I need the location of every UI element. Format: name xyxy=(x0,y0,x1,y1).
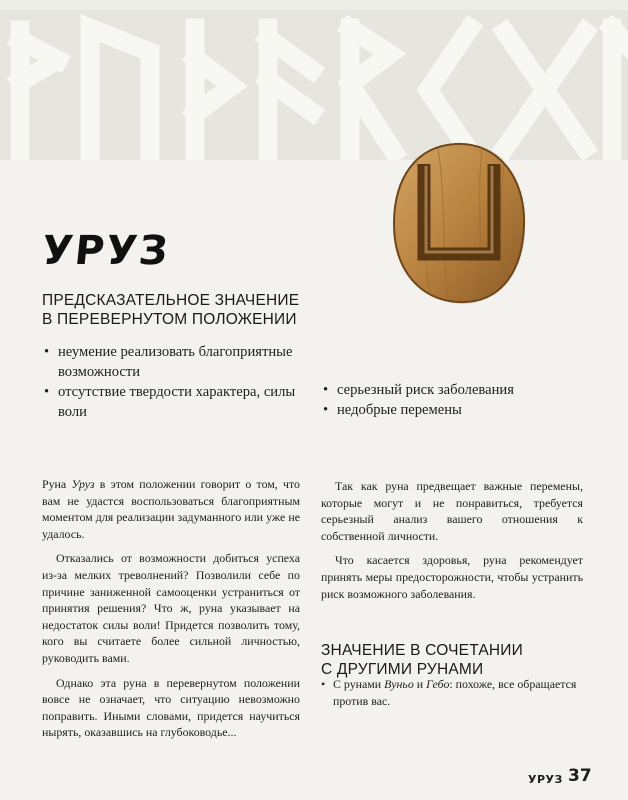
combination-heading-line1: ЗНАЧЕНИЕ В СОЧЕТАНИИ xyxy=(321,642,523,659)
reversed-meaning-heading xyxy=(42,291,332,329)
reversed-bullets-right xyxy=(321,380,581,420)
text-span: в этом положении говорит о том, что вам не удастся воспользоваться благоприятным моментом для реализации задуманного или уже не удалось. xyxy=(42,477,300,541)
list-item: • неумение реализовать благоприятные возможности xyxy=(42,342,310,382)
text-span: и xyxy=(413,677,427,691)
text-span: С рунами xyxy=(333,677,385,691)
text-span: Руна xyxy=(42,477,72,491)
rune-stone-image xyxy=(386,138,532,308)
rune-name-italic: Гебо xyxy=(426,677,450,691)
list-item xyxy=(321,676,583,709)
rune-band-decoration xyxy=(0,0,628,160)
body-column-left xyxy=(42,476,300,749)
body-column-right xyxy=(321,478,583,610)
combination-heading xyxy=(321,641,581,679)
list-item: • недобрые перемены xyxy=(321,400,581,420)
body-paragraph-2: Отказались от возможности добиться успеха из-за мелких треволнений? Позволили себе по причине заниженной самооценки устраниться от принятия решения? Что ж, руна указывает на недостаток силы воли! Придется позволить тому, кого вы считаете более сильной личностью, руководить вами. xyxy=(42,551,300,665)
reversed-bullets-left xyxy=(42,342,310,422)
body-paragraph-3: Однако эта руна в перевернутом положении вовсе не означает, что ситуацию невозможно поправить. Иными словами, придется научиться нырять, оказавшись на глубоководье... xyxy=(42,675,300,740)
reversed-heading-line1: ПРЕДСКАЗАТЕЛЬНОЕ ЗНАЧЕНИЕ xyxy=(42,292,300,309)
rune-title: УРУЗ xyxy=(39,228,172,274)
rune-name-italic: Уруз xyxy=(71,477,95,491)
reversed-heading-line2: В ПЕРЕВЕРНУТОМ ПОЛОЖЕНИИ xyxy=(42,311,297,328)
combination-list xyxy=(321,676,583,709)
list-item: • отсутствие твердости характера, силы воли xyxy=(42,382,310,422)
running-footer-label: УРУЗ xyxy=(528,773,563,786)
list-item: • серьезный риск заболевания xyxy=(321,380,581,400)
combination-heading-line2: С ДРУГИМИ РУНАМИ xyxy=(321,661,484,678)
body-paragraph-4: Так как руна предвещает важные перемены, которые могут и не понравиться, требуется серьезный анализ вашего отношения к собственной личности. xyxy=(321,479,583,543)
body-paragraph-5: Что касается здоровья, руна рекомендует принять меры предосторожности, чтобы устранить риск возможного заболевания. xyxy=(321,553,583,601)
page-number: 37 xyxy=(568,766,592,786)
rune-name-italic: Вуньо xyxy=(384,677,414,691)
text-span: : похоже, все обращается против вас. xyxy=(333,677,577,708)
body-paragraph-1 xyxy=(42,476,300,542)
